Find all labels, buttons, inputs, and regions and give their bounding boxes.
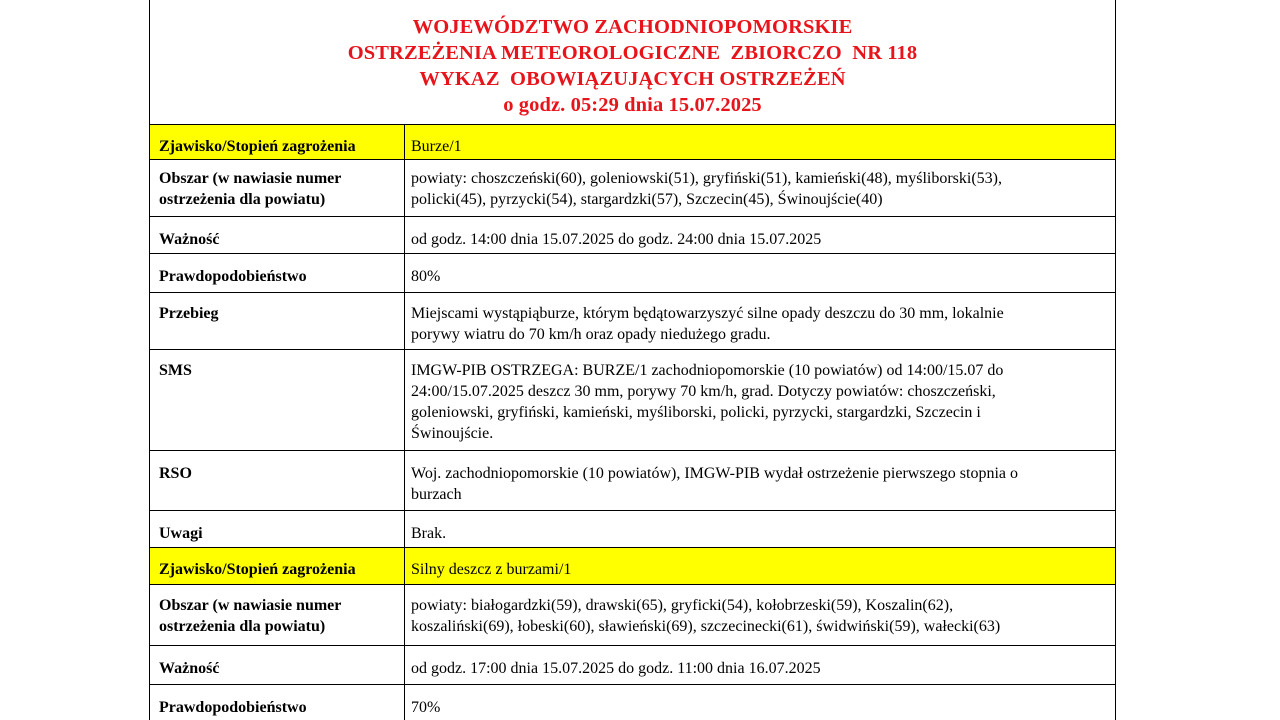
sms-value-line: 24:00/15.07.2025 deszcz 30 mm, porywy 70 km/h, grad. Dotyczy powiatów: choszczeński, — [411, 383, 996, 400]
area-label-line: Obszar (w nawiasie numer — [159, 597, 342, 614]
area-label-line: Obszar (w nawiasie numer — [159, 170, 342, 187]
rso-row — [150, 451, 1115, 511]
header-title: OSTRZEŻENIA METEOROLOGICZNE ZBIORCZO NR 118 — [347, 42, 918, 64]
area-value — [405, 585, 1115, 645]
validity-label: Ważność — [150, 646, 405, 684]
sms-value-line: Świnoujście. — [411, 425, 494, 442]
area-value — [405, 160, 1115, 216]
notes-label: Uwagi — [150, 511, 405, 547]
phenomenon-row — [150, 125, 1115, 160]
area-label — [150, 160, 405, 216]
header-region: WOJEWÓDZTWO ZACHODNIOPOMORSKIE — [412, 16, 853, 38]
probability-label: Prawdopodobieństwo — [150, 685, 405, 720]
validity-value: od godz. 17:00 dnia 15.07.2025 do godz. 11:00 dnia 16.07.2025 — [411, 660, 821, 677]
document-header — [150, 0, 1115, 125]
area-label — [150, 585, 405, 645]
area-row — [150, 585, 1115, 646]
rso-value-line: burzach — [411, 486, 462, 503]
phenomenon-value: Burze/1 — [411, 138, 462, 155]
probability-row — [150, 254, 1115, 293]
probability-value: 70% — [411, 699, 441, 716]
rso-value — [405, 451, 1115, 510]
rso-label: RSO — [150, 451, 405, 510]
phenomenon-row — [150, 548, 1115, 585]
probability-value: 80% — [411, 268, 441, 285]
notes-row — [150, 511, 1115, 548]
probability-row — [150, 685, 1115, 720]
sms-value — [405, 350, 1115, 450]
phenomenon-label: Zjawisko/Stopień zagrożenia — [150, 125, 405, 159]
course-row — [150, 293, 1115, 350]
validity-row — [150, 217, 1115, 254]
area-value-line: koszaliński(69), łobeski(60), sławieński(69), szczecinecki(61), świdwiński(59), wałecki(63) — [411, 618, 1001, 635]
course-value-line: Miejscami wystąpiąburze, którym będątowarzyszyć silne opady deszczu do 30 mm, lokalnie — [411, 305, 1004, 322]
phenomenon-value: Silny deszcz z burzami/1 — [411, 561, 572, 578]
notes-value: Brak. — [411, 525, 447, 542]
sms-value-line: IMGW-PIB OSTRZEGA: BURZE/1 zachodniopomorskie (10 powiatów) od 14:00/15.07 do — [411, 362, 1004, 379]
course-value-line: porywy wiatru do 70 km/h oraz opady niedużego gradu. — [411, 326, 771, 343]
sms-label: SMS — [150, 350, 405, 450]
rso-value-line: Woj. zachodniopomorskie (10 powiatów), IMGW-PIB wydał ostrzeżenie pierwszego stopnia o — [411, 465, 1019, 482]
area-row — [150, 160, 1115, 217]
validity-value: od godz. 14:00 dnia 15.07.2025 do godz. 24:00 dnia 15.07.2025 — [411, 231, 822, 248]
area-label-line: ostrzeżenia dla powiatu) — [159, 191, 326, 208]
probability-label: Prawdopodobieństwo — [150, 254, 405, 292]
validity-row — [150, 646, 1115, 685]
course-label: Przebieg — [150, 293, 405, 349]
warning-document — [149, 0, 1116, 720]
course-value — [405, 293, 1115, 349]
area-value-line: powiaty: choszczeński(60), goleniowski(51), gryfiński(51), kamieński(48), myśliborski(53), — [411, 170, 1002, 187]
validity-label: Ważność — [150, 217, 405, 253]
sms-value-line: goleniowski, gryfiński, kamieński, myśliborski, policki, pyrzycki, stargardzki, Szczecin i — [411, 404, 981, 421]
phenomenon-label: Zjawisko/Stopień zagrożenia — [150, 548, 405, 584]
header-timestamp: o godz. 05:29 dnia 15.07.2025 — [503, 94, 762, 116]
sms-row — [150, 350, 1115, 451]
area-label-line: ostrzeżenia dla powiatu) — [159, 618, 326, 635]
area-value-line: powiaty: białogardzki(59), drawski(65), gryficki(54), kołobrzeski(59), Koszalin(62), — [411, 597, 954, 614]
header-subtitle: WYKAZ OBOWIĄZUJĄCYCH OSTRZEŻEŃ — [419, 68, 846, 90]
area-value-line: policki(45), pyrzycki(54), stargardzki(57), Szczecin(45), Świnoujście(40) — [411, 191, 883, 208]
